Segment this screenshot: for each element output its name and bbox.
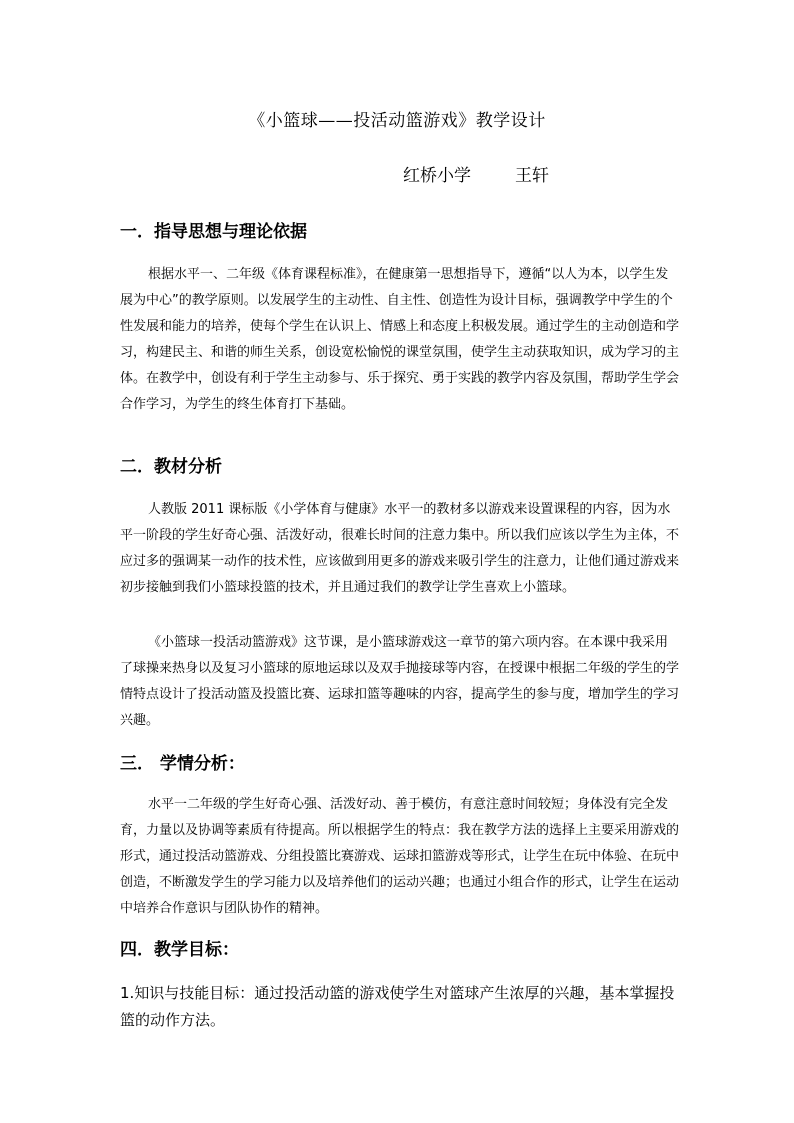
- section-heading-4: 四．教学目标：: [120, 940, 239, 960]
- section-heading-2: 二．教材分析: [120, 457, 222, 477]
- author-school: 红桥小学: [403, 166, 471, 186]
- author-name: 王轩: [515, 166, 549, 186]
- section-2-paragraph-1: 人教版 2011 课标版《小学体育与健康》水平一的教材多以游戏来设置课程的内容，因为水平一阶段的学生好奇心强、活泼好动，很难长时间的注意力集中。所以我们应该以学生为主体，不应过多的强调某一动作的技术性，应该做到用更多的游戏来吸引学生的注意力，让他们通过游戏来初步接触到我们小篮球投篮的技术，并且通过我们的教学让学生喜欢上小篮球。: [120, 502, 680, 595]
- section-4-paragraph-1: 1.知识与技能目标：通过投活动篮的游戏使学生对篮球产生浓厚的兴趣，基本掌握投篮的动作方法。: [120, 984, 675, 1029]
- section-2-paragraph-2: 《小篮球一投活动篮游戏》这节课，是小篮球游戏这一章节的第六项内容。在本课中我采用了球操来热身以及复习小篮球的原地运球以及双手抛接球等内容，在授课中根据二年级的学生的学情特点设计了投活动篮及投篮比赛、运球扣篮等趣味的内容，提高学生的参与度，增加学生的学习兴趣。: [120, 635, 680, 728]
- section-1-paragraph-1: 根据水平一、二年级《体育课程标准》，在健康第一思想指导下，遵循“以人为本，以学生发展为中心”的教学原则。以发展学生的主动性、自主性、创造性为设计目标，强调教学中学生的个性发展和能力的培养，使每个学生在认识上、情感上和态度上积极发展。通过学生的主动创造和学习，构建民主、和谐的师生关系，创设宽松愉悦的课堂氛围，使学生主动获取知识，成为学习的主体。在教学中，创设有利于学生主动参与、乐于探究、勇于实践的教学内容及氛围，帮助学生学会合作学习，为学生的终生体育打下基础。: [120, 267, 680, 412]
- section-heading-3: 三． 学情分析：: [120, 754, 245, 774]
- document-title: 《小篮球——投活动篮游戏》教学设计: [248, 111, 546, 131]
- section-3-paragraph-1: 水平一二年级的学生好奇心强、活泼好动、善于模仿，有意注意时间较短；身体没有完全发育，力量以及协调等素质有待提高。所以根据学生的特点：我在教学方法的选择上主要采用游戏的形式，通过投活动篮游戏、分组投篮比赛游戏、运球扣篮游戏等形式，让学生在玩中体验、在玩中创造，不断激发学生的学习能力以及培养他们的运动兴趣；也通过小组合作的形式，让学生在运动中培养合作意识与团队协作的精神。: [120, 797, 680, 916]
- author-line: [403, 161, 549, 186]
- section-heading-1: 一．指导思想与理论依据: [120, 222, 307, 242]
